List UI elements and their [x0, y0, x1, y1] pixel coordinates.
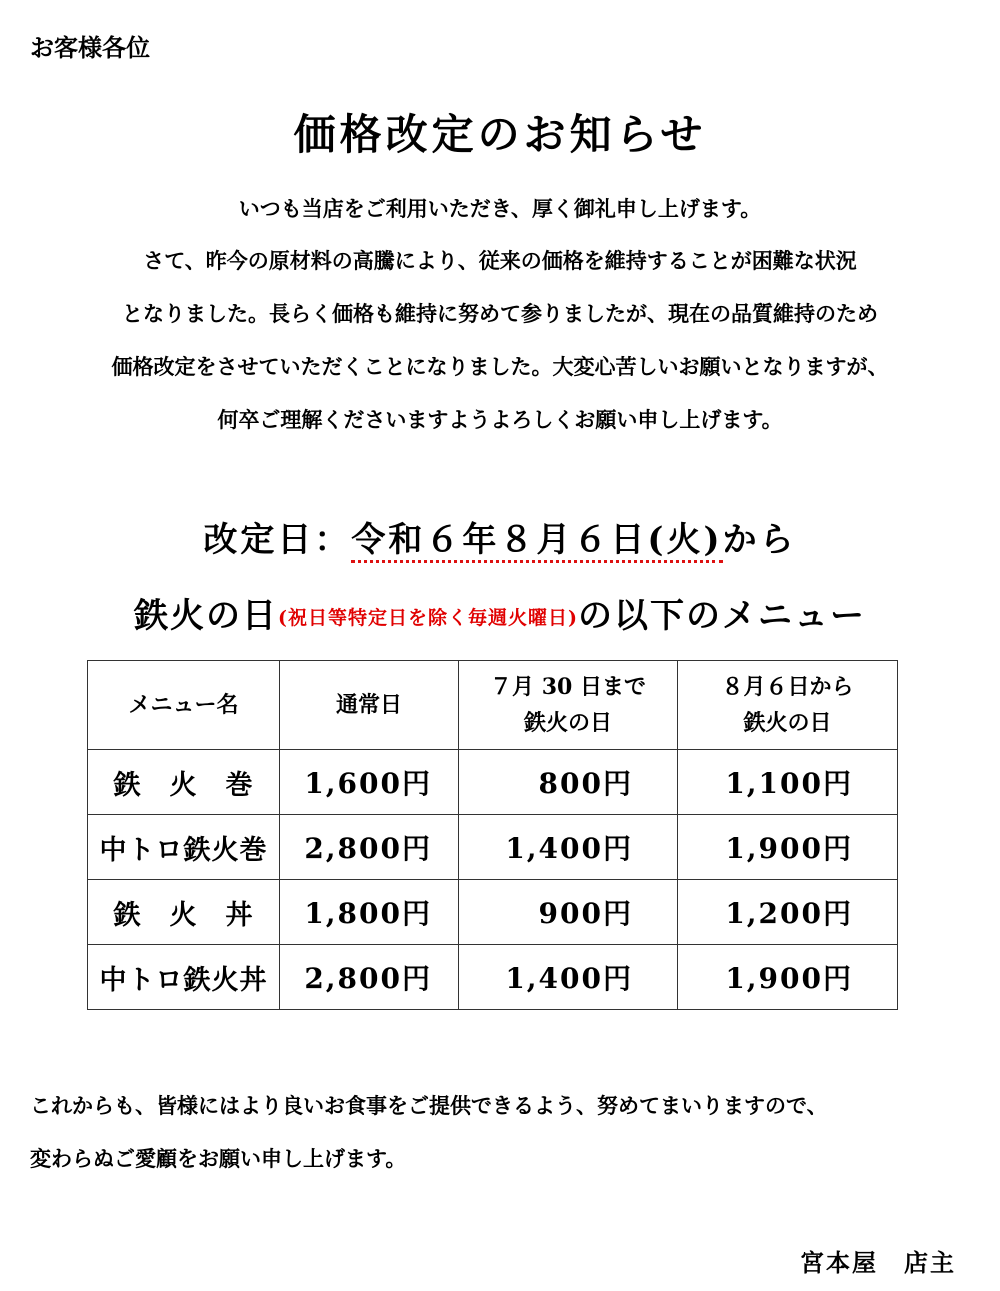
until-jul30-price-cell: 1,400円 [459, 815, 678, 880]
menu-heading-note: (祝日等特定日を除く毎週火曜日) [278, 607, 578, 629]
table-row [88, 750, 898, 815]
price-table [87, 660, 898, 1010]
closing-line-1: これからも、皆様にはより良いお食事をご提供できるよう、努めてまいりますので、 [30, 1093, 828, 1118]
table-row [88, 815, 898, 880]
notice-title: 価格改定のお知らせ [293, 110, 707, 159]
header-until-jul30: ７月 30 日まで 鉄火の日 [459, 661, 678, 750]
table-header-row [88, 661, 898, 750]
salutation: お客様各位 [30, 33, 150, 62]
header-regular-day: 通常日 [280, 661, 459, 750]
intro-line-2: さて、昨今の原材料の高騰により、従来の価格を維持することが困難な状況 [143, 248, 857, 273]
signature: 宮本屋 店主 [800, 1248, 956, 1277]
from-aug6-price-cell: 1,200円 [678, 880, 898, 945]
table-row [88, 880, 898, 945]
revision-date-suffix: から [722, 520, 797, 560]
regular-price-cell: 1,800円 [280, 880, 459, 945]
until-jul30-price-cell: 1,400円 [459, 945, 678, 1010]
header-menu-name: メニュー名 [88, 661, 280, 750]
menu-name-cell: 中トロ鉄火巻 [88, 815, 280, 880]
revision-date-value: 令和６年８月６日(火) [351, 520, 722, 563]
regular-price-cell: 2,800円 [280, 815, 459, 880]
menu-name-cell: 鉄 火 巻 [88, 750, 280, 815]
menu-heading [0, 588, 1000, 637]
menu-name-cell: 中トロ鉄火丼 [88, 945, 280, 1010]
header-from-aug6: ８月６日から 鉄火の日 [678, 661, 898, 750]
revision-date-line [0, 512, 1000, 561]
from-aug6-price-cell: 1,900円 [678, 945, 898, 1010]
from-aug6-price-cell: 1,900円 [678, 815, 898, 880]
until-jul30-price-cell: 900円 [459, 880, 678, 945]
menu-heading-lead: 鉄火の日 [134, 596, 278, 636]
regular-price-cell: 1,600円 [280, 750, 459, 815]
until-jul30-price-cell: 800円 [459, 750, 678, 815]
intro-line-5: 何卒ご理解くださいますようよろしくお願い申し上げます。 [217, 407, 783, 432]
regular-price-cell: 2,800円 [280, 945, 459, 1010]
table-row [88, 945, 898, 1010]
menu-heading-trail: の以下のメニュー [577, 596, 866, 636]
closing-line-2: 変わらぬご愛顧をお願い申し上げます。 [30, 1146, 407, 1171]
intro-line-1: いつも当店をご利用いただき、厚く御礼申し上げます。 [238, 196, 762, 221]
revision-date-label: 改定日： [203, 520, 352, 560]
intro-line-4: 価格改定をさせていただくことになりました。大変心苦しいお願いとなりますが、 [111, 354, 889, 379]
menu-name-cell: 鉄 火 丼 [88, 880, 280, 945]
from-aug6-price-cell: 1,100円 [678, 750, 898, 815]
intro-line-3: となりました。長らく価格も維持に努めて参りましたが、現在の品質維持のため [122, 301, 878, 326]
